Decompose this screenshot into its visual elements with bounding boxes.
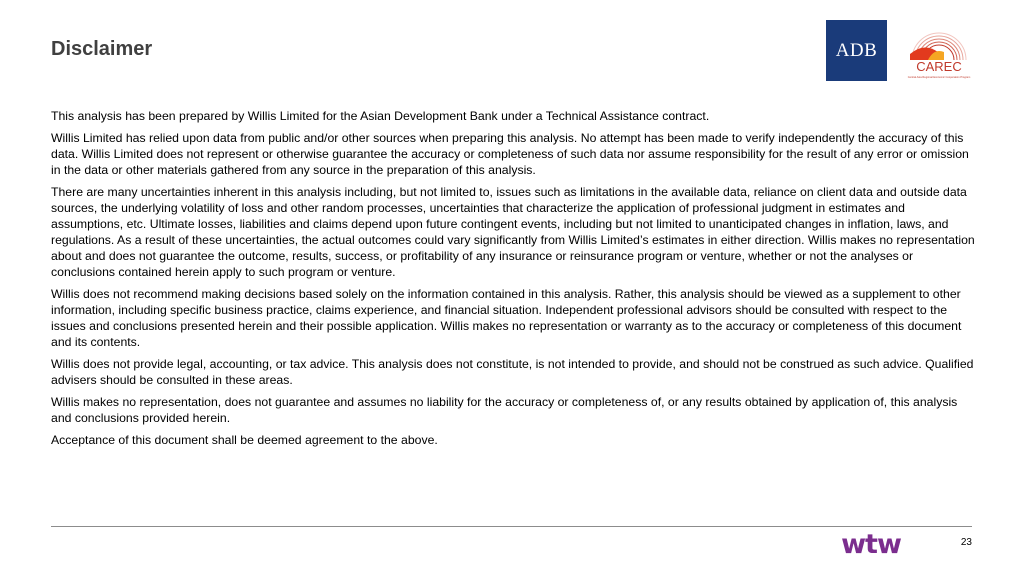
disclaimer-paragraph: Willis Limited has relied upon data from public and/or other sources when preparing this analysis. No attempt has been made to verify independently the accuracy of this data. Willis Limited does not represent or otherwise guarantee the accuracy or completeness of such data nor assume responsibility for the result of any error or omission in the data or other materials gathered from any source in the preparation of this analysis. bbox=[51, 131, 969, 177]
disclaimer-paragraph: Willis does not provide legal, accounting, or tax advice. This analysis does not constitute, is not intended to provide, and should not be construed as such advice. Qualified advisers should be consulted in these areas. bbox=[51, 357, 974, 387]
adb-logo-text: ADB bbox=[835, 39, 878, 61]
wtw-logo bbox=[829, 530, 913, 558]
page-number: 23 bbox=[960, 537, 972, 548]
footer-divider bbox=[51, 526, 972, 527]
disclaimer-paragraph: There are many uncertainties inherent in this analysis including, but not limited to, issues such as limitations in the available data, reliance on client data and outside data sources, the underlying volatility of loss and other random processes, uncertainties that characterize the application of professional judgment in estimates and assumptions, etc. Ultimate losses, liabilities and claims depend upon future contingent events, including but not limited to unanticipated changes in inflation, laws, and regulations. As a result of these uncertainties, the actual outcomes could vary significantly from Willis Limited’s estimates in either direction. Willis makes no representation about and does not guarantee the outcome, results, success, or profitability of any insurance or reinsurance program or venture, whether or not the analyses or conclusions contained herein apply to such program or venture. bbox=[51, 185, 975, 279]
disclaimer-paragraph: This analysis has been prepared by Willis Limited for the Asian Development Bank under a Technical Assistance contract. bbox=[51, 109, 710, 123]
disclaimer-body bbox=[51, 108, 976, 454]
adb-logo bbox=[826, 20, 887, 81]
carec-logo bbox=[904, 24, 974, 82]
page-title: Disclaimer bbox=[51, 38, 153, 60]
carec-logo-text: CAREC bbox=[916, 59, 962, 74]
disclaimer-paragraph: Willis does not recommend making decisions based solely on the information contained in this analysis. Rather, this analysis should be viewed as a supplement to other information, including specific business practice, claims experience, and financial situation. Independent professional advisors should be consulted with respect to the issues and conclusions presented herein and their possible application. Willis makes no representation or warranty as to the accuracy or completeness of this document and its contents. bbox=[51, 287, 962, 349]
wtw-logo-text: wtw bbox=[841, 530, 901, 558]
carec-logo-subtext: Central Asia Regional Economic Cooperation Program bbox=[907, 76, 971, 79]
disclaimer-paragraph: Willis makes no representation, does not guarantee and assumes no liability for the accuracy or completeness of, or any results obtained by application of, this analysis and conclusions provided herein. bbox=[51, 395, 958, 425]
disclaimer-paragraph: Acceptance of this document shall be deemed agreement to the above. bbox=[51, 433, 438, 447]
